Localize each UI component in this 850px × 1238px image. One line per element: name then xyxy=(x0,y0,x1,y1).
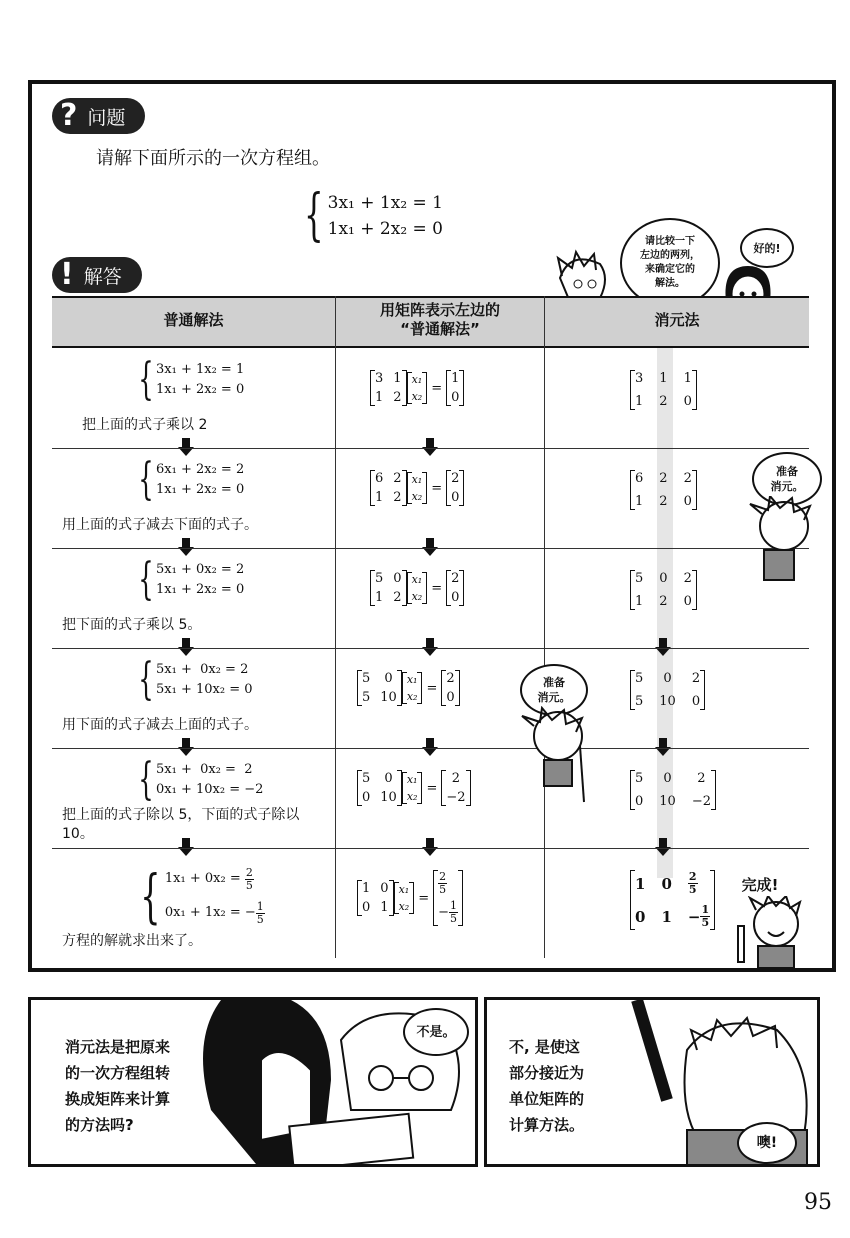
augmented-matrix-grid-cell: 5 xyxy=(635,771,644,786)
down-arrow-icon-stem xyxy=(426,838,434,847)
down-arrow-icon-stem xyxy=(426,438,434,447)
rhs-vector xyxy=(441,770,470,806)
augmented-matrix-grid-cell: 10 xyxy=(659,794,676,809)
row-2-system xyxy=(132,454,245,505)
rhs-frac-cell xyxy=(438,871,458,896)
row-5-matrix-equation xyxy=(357,770,471,806)
down-arrow-icon xyxy=(655,738,671,756)
down-arrow-icon xyxy=(422,538,438,556)
row-4-matrix-equation xyxy=(357,670,460,706)
rhs-vector xyxy=(441,670,459,706)
augmented-matrix-grid-cell: 2 xyxy=(659,471,668,486)
aug-fraction xyxy=(688,871,698,896)
coefficient-matrix-cell: 1 xyxy=(375,590,384,605)
system-eq: 1x₁ + 2x₂ = 0 xyxy=(156,382,245,397)
rhs-fraction-num: 1 xyxy=(450,899,457,912)
augmented-matrix-grid-cell: 0 xyxy=(691,694,701,709)
variable-vector-cell: x₂ xyxy=(411,490,423,503)
augmented-matrix-grid-cell: 1 xyxy=(635,594,644,609)
down-arrow-icon-stem xyxy=(426,738,434,747)
minus-sign: − xyxy=(438,905,449,920)
brace-icon: { xyxy=(138,654,154,705)
system-eq: 5x₁ + 0x₂ = 2 xyxy=(156,562,245,577)
down-arrow-icon-stem xyxy=(182,438,190,447)
coefficient-matrix xyxy=(357,770,402,806)
coefficient-matrix-cell: 2 xyxy=(393,471,402,486)
system-lines xyxy=(156,560,244,600)
augmented-matrix-grid-cell: 0 xyxy=(661,874,672,893)
coefficient-matrix-cell: 10 xyxy=(380,690,397,705)
coefficient-matrix xyxy=(370,470,407,506)
row-4-instruction: 用下面的式子减去上面的式子。 xyxy=(62,717,258,733)
rhs-vector-cell: 0 xyxy=(451,390,460,405)
system-eq: 0x₁ + 10x₂ = −2 xyxy=(156,782,264,797)
row-1-instruction: 把上面的式子乘以 2 xyxy=(82,417,208,433)
coefficient-matrix xyxy=(370,570,407,606)
down-arrow-icon xyxy=(178,838,194,856)
augmented-matrix-grid-cell: 1 xyxy=(635,394,644,409)
row-6-matrix-equation xyxy=(357,870,463,926)
rhs-vector xyxy=(446,370,464,406)
augmented-matrix-grid-cell: 2 xyxy=(683,471,692,486)
augmented-matrix-grid-cell: 1 xyxy=(635,874,646,893)
brace-icon: { xyxy=(304,183,324,248)
exclamation-icon: ! xyxy=(60,257,74,292)
solution-fraction-num: 1 xyxy=(256,899,264,913)
row-1-matrix-equation xyxy=(370,370,464,406)
augmented-matrix-grid-cell: 2 xyxy=(659,594,668,609)
chibi-character-upside-1 xyxy=(740,496,820,586)
down-arrow-icon xyxy=(422,738,438,756)
coefficient-matrix-cell: 0 xyxy=(362,790,371,805)
rhs-vector xyxy=(433,870,463,926)
row-2-matrix-equation xyxy=(370,470,464,506)
row-3-matrix-equation xyxy=(370,570,464,606)
variable-vector xyxy=(407,572,428,604)
down-arrow-icon xyxy=(422,438,438,456)
left-panel-text: 消元法是把原来 的一次方程组转 换成矩阵来计算 的方法吗? xyxy=(65,1038,171,1134)
system-eq: 1x₁ + 2x₂ = 0 xyxy=(156,482,245,497)
header-matrix-method: 用矩阵表示左边的 “普通解法” xyxy=(379,301,500,338)
solution-fraction-den: 5 xyxy=(245,878,253,892)
rhs-fraction xyxy=(449,900,458,925)
system-eq: 1x₁ + 0x₂ = $\frac{2}{5}$ xyxy=(164,865,253,892)
header-normal-method: 普通解法 xyxy=(163,310,224,329)
variable-vector-cell: x₁ xyxy=(406,673,418,686)
brace-icon: { xyxy=(138,354,154,405)
augmented-matrix-grid-cell: 2 xyxy=(683,571,692,586)
augmented-matrix-grid xyxy=(630,870,715,930)
system-eq: 3x₁ + 1x₂ = 1 xyxy=(156,362,245,377)
coefficient-matrix-cell: 2 xyxy=(393,490,402,505)
right-panel-text: 不, 是使这 部分接近为 单位矩阵的 计算方法。 xyxy=(509,1038,585,1134)
speech-bubble-ready-1: 准备 消元。 xyxy=(752,452,822,506)
augmented-matrix-grid-cell: 0 xyxy=(683,594,692,609)
down-arrow-icon-stem xyxy=(659,838,667,847)
rhs-vector xyxy=(446,570,464,606)
down-arrow-icon-stem xyxy=(426,638,434,647)
left-panel-bubble: 不是。 xyxy=(403,1008,469,1056)
augmented-matrix-grid-cell: 1 xyxy=(659,371,668,386)
variable-vector xyxy=(407,372,428,404)
down-arrow-icon-stem xyxy=(182,838,190,847)
coefficient-matrix-cell: 5 xyxy=(362,671,371,686)
coefficient-matrix-cell: 0 xyxy=(362,900,371,915)
solution-fraction-den: 5 xyxy=(256,912,264,926)
row-6-augmented-matrix xyxy=(630,870,715,930)
augmented-matrix-grid xyxy=(630,770,716,810)
problem-system xyxy=(296,183,443,248)
coefficient-matrix-cell: 1 xyxy=(375,390,384,405)
coefficient-matrix-cell: 3 xyxy=(375,371,384,386)
down-arrow-icon xyxy=(422,638,438,656)
equals-sign: = xyxy=(418,890,430,906)
variable-vector-cell: x₁ xyxy=(411,573,423,586)
speech-bubble-ready-2: 准备 消元。 xyxy=(520,664,588,716)
solution-fraction xyxy=(245,867,254,892)
aug-fraction-den: 5 xyxy=(701,916,710,929)
system-lines xyxy=(165,862,265,930)
row-3-system xyxy=(132,554,245,605)
row-1-augmented-matrix xyxy=(630,370,697,410)
augmented-matrix-grid-cell: −2 xyxy=(691,794,711,809)
right-panel-bubble: 噢! xyxy=(737,1122,797,1164)
aug-frac-cell xyxy=(688,871,710,896)
row-6-system xyxy=(132,862,265,930)
rhs-vector-cell: −2 xyxy=(446,790,466,805)
row-4-augmented-matrix xyxy=(630,670,705,710)
rhs-vector-cell: 0 xyxy=(446,690,455,705)
augmented-matrix-grid-cell: 2 xyxy=(659,494,668,509)
augmented-matrix-grid-cell: 0 xyxy=(663,771,672,786)
system-eq: 6x₁ + 2x₂ = 2 xyxy=(156,462,245,477)
aug-fraction-num: 2 xyxy=(688,870,697,883)
rhs-vector xyxy=(446,470,464,506)
coefficient-matrix-cell: 0 xyxy=(380,881,389,896)
row-6-instruction: 方程的解就求出来了。 xyxy=(62,933,202,949)
variable-vector-cell: x₁ xyxy=(398,883,410,896)
down-arrow-icon-stem xyxy=(182,638,190,647)
down-arrow-icon xyxy=(655,638,671,656)
coefficient-matrix xyxy=(370,370,407,406)
header-elimination-method: 消元法 xyxy=(654,310,700,329)
system-lines xyxy=(156,660,252,700)
augmented-matrix-grid-cell: 0 xyxy=(635,794,644,809)
coefficient-matrix-cell: 5 xyxy=(362,690,371,705)
down-arrow-icon-stem xyxy=(426,538,434,547)
chibi-character-done xyxy=(734,896,812,968)
down-arrow-icon-stem xyxy=(182,538,190,547)
coefficient-matrix-cell: 5 xyxy=(362,771,371,786)
rhs-frac-cell xyxy=(438,900,458,925)
coefficient-matrix-cell: 0 xyxy=(393,571,402,586)
coefficient-matrix-cell: 1 xyxy=(380,900,389,915)
augmented-matrix-grid-cell: 1 xyxy=(635,494,644,509)
augmented-matrix-grid-cell: 2 xyxy=(659,394,668,409)
augmented-matrix-grid-cell: 0 xyxy=(663,671,672,686)
row-divider xyxy=(52,648,809,649)
row-divider xyxy=(52,848,809,849)
augmented-matrix-grid-cell: 1 xyxy=(661,907,672,926)
aug-fraction xyxy=(700,904,710,929)
panel-right xyxy=(484,997,820,1167)
row-5-system xyxy=(132,754,264,805)
system-eq: 0x₁ + 1x₂ = − $\frac{1}{5}$ xyxy=(164,899,264,926)
panel-left xyxy=(28,997,478,1167)
variable-vector-cell: x₁ xyxy=(411,373,423,386)
chibi-character-upside-2 xyxy=(518,706,608,806)
rhs-vector-cell: 2 xyxy=(451,571,460,586)
answer-badge xyxy=(52,257,142,293)
row-divider xyxy=(52,448,809,449)
down-arrow-icon xyxy=(655,838,671,856)
brace-icon: { xyxy=(140,862,161,930)
answer-label: 解答 xyxy=(83,265,122,288)
coefficient-matrix xyxy=(357,670,402,706)
coefficient-matrix-cell: 0 xyxy=(384,671,393,686)
rhs-vector-cell: 2 xyxy=(446,671,455,686)
question-mark-icon: ? xyxy=(60,98,78,133)
row-divider xyxy=(52,748,809,749)
down-arrow-icon xyxy=(178,638,194,656)
coefficient-matrix-cell: 1 xyxy=(393,371,402,386)
variable-vector-cell: x₁ xyxy=(411,473,423,486)
variable-vector-cell: x₂ xyxy=(406,690,418,703)
equals-sign: = xyxy=(426,680,438,696)
coefficient-matrix xyxy=(357,880,394,916)
problem-text: 请解下面所示的一次方程组。 xyxy=(96,148,330,169)
augmented-matrix-grid-cell: 0 xyxy=(683,394,692,409)
variable-vector-cell: x₂ xyxy=(411,390,423,403)
table-divider-1 xyxy=(335,296,336,958)
aug-fraction-num: 1 xyxy=(701,903,710,916)
row-divider xyxy=(52,548,809,549)
system-lines xyxy=(156,760,263,800)
down-arrow-icon-stem xyxy=(659,638,667,647)
down-arrow-icon xyxy=(178,438,194,456)
row-3-augmented-matrix xyxy=(630,570,697,610)
coefficient-matrix-cell: 1 xyxy=(362,881,371,896)
equals-sign: = xyxy=(431,480,443,496)
rhs-vector-cell: 0 xyxy=(451,590,460,605)
problem-label: 问题 xyxy=(87,106,126,129)
down-arrow-icon-stem xyxy=(182,738,190,747)
rhs-vector-cell: 2 xyxy=(451,771,461,786)
down-arrow-icon xyxy=(178,738,194,756)
row-2-instruction: 用上面的式子减去下面的式子。 xyxy=(62,517,258,533)
system-eq: 5x₁ + 0x₂ = 2 xyxy=(156,762,253,777)
row-5-instruction: 把上面的式子除以 5，下面的式子除以 10。 xyxy=(62,807,300,842)
coefficient-matrix-cell: 0 xyxy=(384,771,393,786)
variable-vector-cell: x₂ xyxy=(411,590,423,603)
augmented-matrix-grid xyxy=(630,670,705,710)
table-divider-2 xyxy=(544,296,545,958)
augmented-matrix-grid-cell: 2 xyxy=(691,671,701,686)
augmented-matrix-grid-cell: 2 xyxy=(697,771,706,786)
variable-vector xyxy=(402,772,423,804)
brace-icon: { xyxy=(138,554,154,605)
coefficient-matrix-cell: 10 xyxy=(380,790,397,805)
augmented-matrix-grid-cell: 1 xyxy=(683,371,692,386)
augmented-matrix-grid xyxy=(630,570,697,610)
coefficient-matrix-cell: 2 xyxy=(393,390,402,405)
speech-bubble-done: 完成! xyxy=(720,868,800,902)
augmented-matrix-grid-cell: 6 xyxy=(635,471,644,486)
down-arrow-icon-stem xyxy=(659,738,667,747)
row-5-augmented-matrix xyxy=(630,770,716,810)
aug-frac-cell xyxy=(688,904,710,929)
rhs-fraction-den: 5 xyxy=(450,912,457,925)
coefficient-matrix-cell: 2 xyxy=(393,590,402,605)
solution-fraction xyxy=(256,901,265,926)
row-2-augmented-matrix xyxy=(630,470,697,510)
equals-sign: = xyxy=(431,380,443,396)
augmented-matrix-grid-cell: 0 xyxy=(635,907,646,926)
rhs-vector-cell: 0 xyxy=(451,490,460,505)
system-lines xyxy=(156,360,244,400)
page-number: 95 xyxy=(804,1190,832,1215)
brace-icon: { xyxy=(138,754,154,805)
variable-vector xyxy=(407,472,428,504)
variable-vector-cell: x₂ xyxy=(406,790,418,803)
variable-vector-cell: x₂ xyxy=(398,900,410,913)
rhs-vector-cell: 2 xyxy=(451,471,460,486)
row-3-instruction: 把下面的式子乘以 5。 xyxy=(62,617,202,633)
system-eq: 5x₁ + 10x₂ = 0 xyxy=(156,682,253,697)
augmented-matrix-grid-cell: 0 xyxy=(659,571,668,586)
solution-fraction-num: 2 xyxy=(245,865,253,879)
augmented-matrix-grid-cell: 10 xyxy=(659,694,676,709)
equals-sign: = xyxy=(431,580,443,596)
augmented-matrix-grid-cell: 5 xyxy=(635,571,644,586)
minus-sign: − xyxy=(687,907,701,926)
system-lines xyxy=(156,460,244,500)
rhs-fraction-den: 5 xyxy=(439,883,447,896)
down-arrow-icon xyxy=(422,838,438,856)
row-1-system xyxy=(132,354,245,405)
system-eq: 1x₁ + 2x₂ = 0 xyxy=(156,582,245,597)
brace-icon: { xyxy=(138,454,154,505)
down-arrow-icon xyxy=(178,538,194,556)
coefficient-matrix-cell: 5 xyxy=(375,571,384,586)
system-eq: 5x₁ + 0x₂ = 2 xyxy=(156,662,249,677)
variable-vector xyxy=(402,672,423,704)
problem-badge xyxy=(52,98,145,134)
problem-eq-2: 1x₁ + 2x₂ = 0 xyxy=(327,219,443,239)
augmented-matrix-grid-cell: 5 xyxy=(635,694,644,709)
rhs-vector-cell: 1 xyxy=(451,371,460,386)
aug-fraction-den: 5 xyxy=(688,883,697,896)
coefficient-matrix-cell: 1 xyxy=(375,490,384,505)
augmented-matrix-grid-cell: 3 xyxy=(635,371,644,386)
variable-vector-cell: x₁ xyxy=(406,773,418,786)
augmented-matrix-grid xyxy=(630,370,697,410)
equals-sign: = xyxy=(426,780,438,796)
augmented-matrix-grid-cell: 0 xyxy=(683,494,692,509)
row-4-system xyxy=(132,654,253,705)
problem-eq-1: 3x₁ + 1x₂ = 1 xyxy=(327,193,443,213)
speech-bubble-compare: 请比较一下 左边的两列， 来确定它的 解法。 xyxy=(620,218,720,308)
rhs-fraction xyxy=(438,871,447,896)
variable-vector xyxy=(394,882,415,914)
augmented-matrix-grid-cell: 5 xyxy=(635,671,644,686)
rhs-fraction-num: 2 xyxy=(439,870,447,883)
coefficient-matrix-cell: 6 xyxy=(375,471,384,486)
augmented-matrix-grid xyxy=(630,470,697,510)
speech-bubble-ok: 好的! xyxy=(740,228,794,268)
